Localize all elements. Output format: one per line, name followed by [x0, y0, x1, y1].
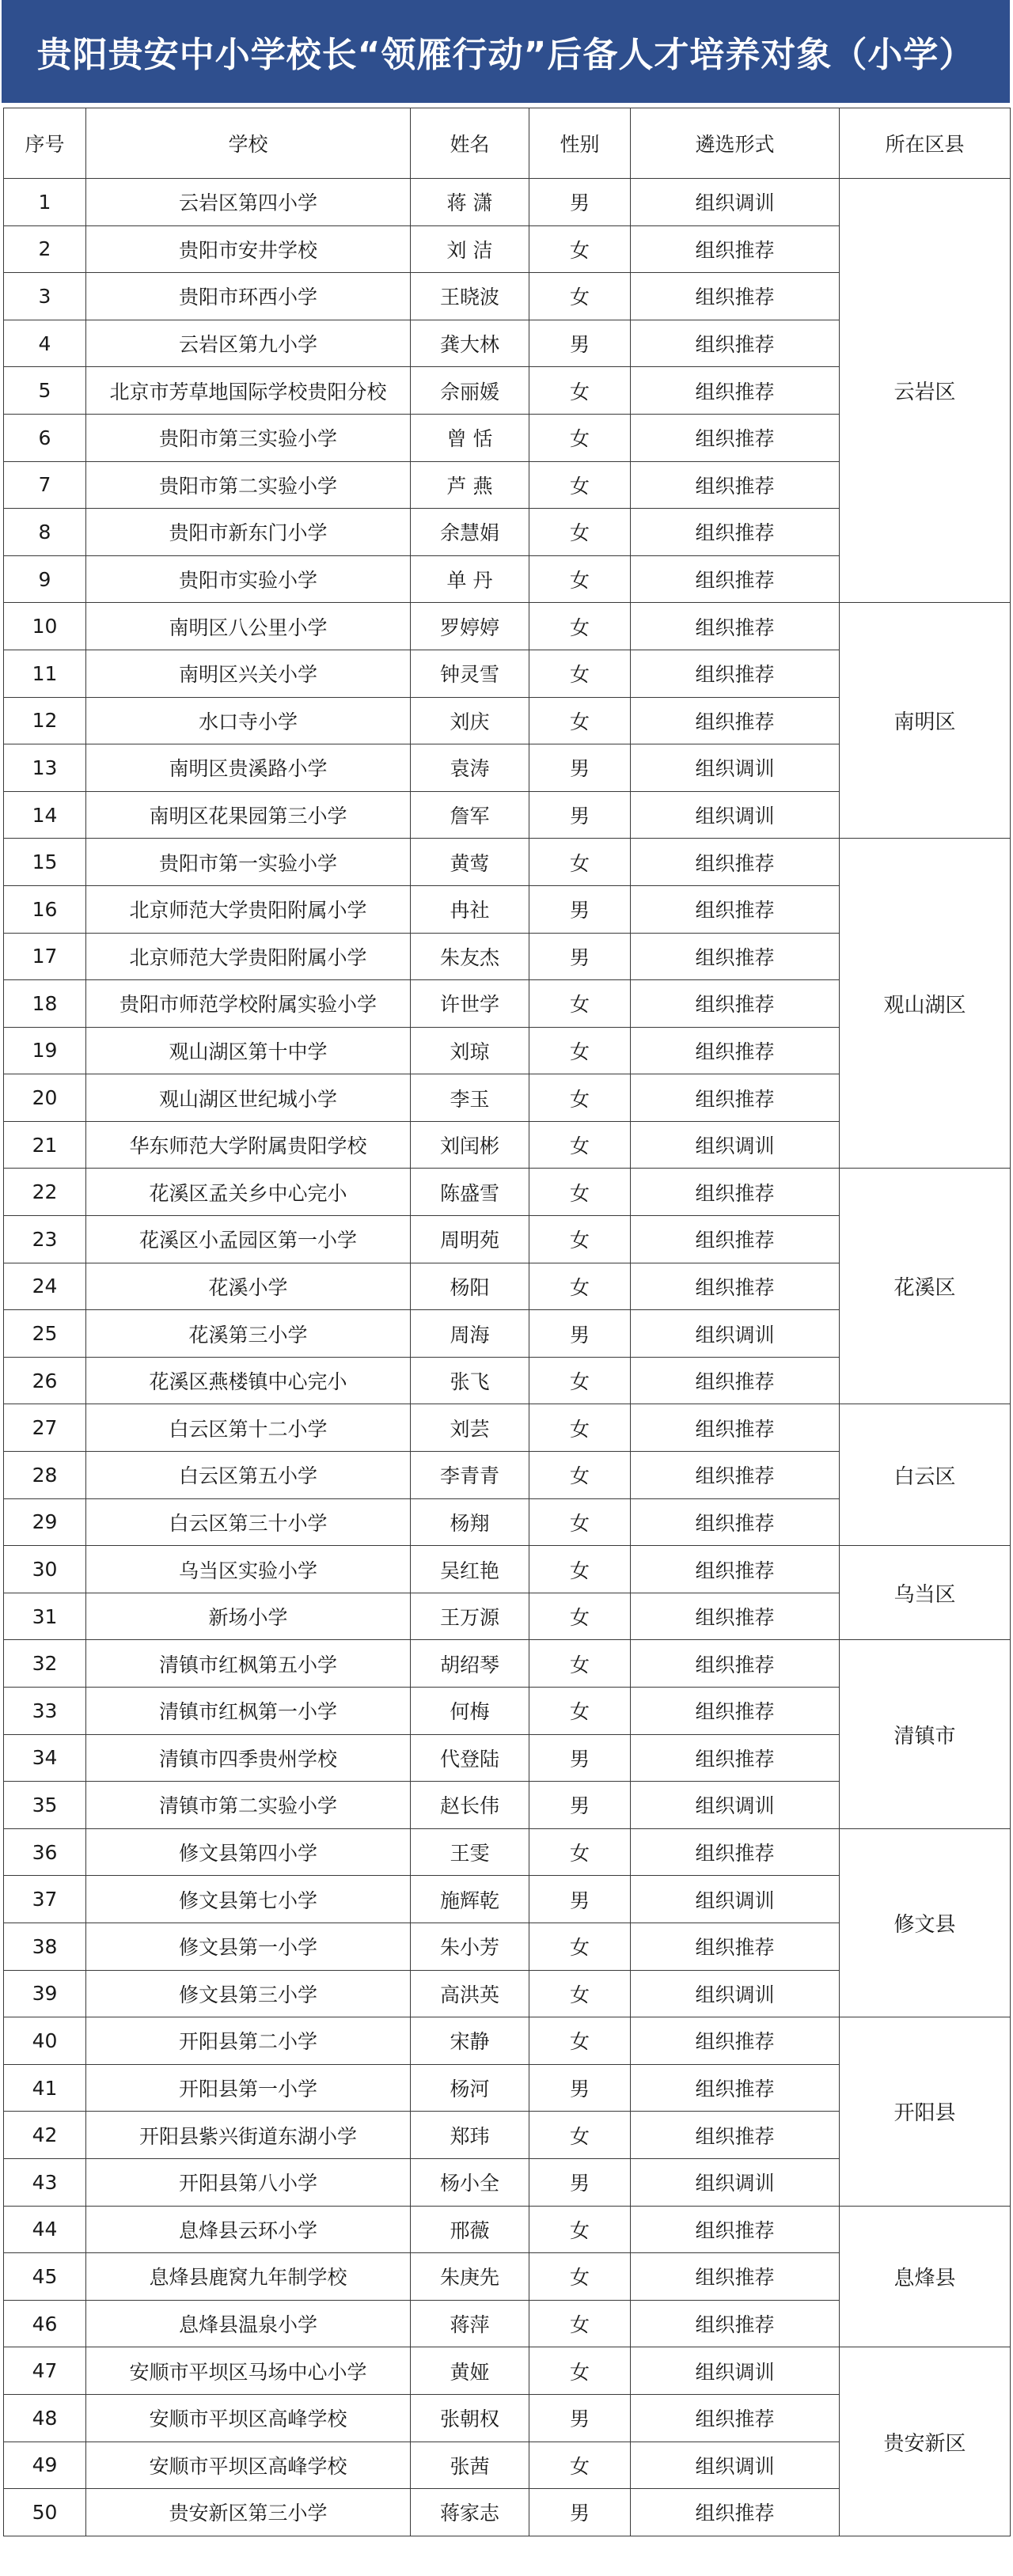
name-cell: 赵长伟	[411, 1782, 529, 1829]
school-cell: 清镇市四季贵州学校	[86, 1734, 411, 1782]
name-cell: 周海	[411, 1310, 529, 1358]
school-cell: 安顺市平坝区马场中心小学	[86, 2347, 411, 2395]
gender-cell: 女	[529, 367, 631, 415]
row-number: 27	[4, 1404, 86, 1452]
gender-cell: 女	[529, 650, 631, 697]
selection-method-cell: 组织推荐	[631, 1074, 840, 1122]
selection-method-cell: 组织调训	[631, 1782, 840, 1829]
gender-cell: 男	[529, 885, 631, 933]
gender-cell: 女	[529, 1498, 631, 1546]
row-number: 9	[4, 555, 86, 603]
table-row	[4, 179, 1011, 226]
name-cell: 李玉	[411, 1074, 529, 1122]
name-cell: 蒋家志	[411, 2489, 529, 2536]
table-row	[4, 2206, 1011, 2253]
table-row	[4, 1640, 1011, 1688]
school-cell: 贵阳市第三实验小学	[86, 414, 411, 461]
school-cell: 云岩区第九小学	[86, 320, 411, 367]
district-cell: 息烽县	[840, 2206, 1011, 2347]
row-number: 15	[4, 839, 86, 886]
district-cell: 云岩区	[840, 179, 1011, 603]
gender-cell: 男	[529, 2064, 631, 2112]
selection-method-cell: 组织推荐	[631, 697, 840, 744]
row-number: 12	[4, 697, 86, 744]
gender-cell: 女	[529, 2347, 631, 2395]
name-cell: 袁涛	[411, 744, 529, 792]
school-cell: 息烽县温泉小学	[86, 2300, 411, 2347]
header-school: 学校	[86, 108, 411, 179]
row-number: 18	[4, 980, 86, 1028]
gender-cell: 女	[529, 414, 631, 461]
selection-method-cell: 组织推荐	[631, 1169, 840, 1216]
name-cell: 李青青	[411, 1452, 529, 1499]
table-row	[4, 2017, 1011, 2065]
school-cell: 花溪区小孟园区第一小学	[86, 1216, 411, 1263]
header-method: 遴选形式	[631, 108, 840, 179]
name-cell: 张茜	[411, 2442, 529, 2489]
name-cell: 佘丽媛	[411, 367, 529, 415]
gender-cell: 女	[529, 2206, 631, 2253]
row-number: 24	[4, 1263, 86, 1310]
selection-method-cell: 组织调训	[631, 1310, 840, 1358]
name-cell: 蒋 潇	[411, 179, 529, 226]
gender-cell: 女	[529, 1828, 631, 1876]
school-cell: 贵阳市环西小学	[86, 273, 411, 320]
name-cell: 杨小全	[411, 2158, 529, 2206]
row-number: 19	[4, 1027, 86, 1074]
row-number: 36	[4, 1828, 86, 1876]
district-cell: 清镇市	[840, 1640, 1011, 1828]
name-cell: 詹军	[411, 791, 529, 839]
gender-cell: 男	[529, 744, 631, 792]
name-cell: 吴红艳	[411, 1546, 529, 1593]
selection-method-cell: 组织推荐	[631, 1923, 840, 1970]
gender-cell: 女	[529, 2442, 631, 2489]
selection-method-cell: 组织推荐	[631, 1640, 840, 1688]
district-cell: 乌当区	[840, 1546, 1011, 1640]
gender-cell: 女	[529, 225, 631, 273]
name-cell: 宋静	[411, 2017, 529, 2065]
row-number: 23	[4, 1216, 86, 1263]
school-cell: 白云区第三十小学	[86, 1498, 411, 1546]
gender-cell: 女	[529, 1452, 631, 1499]
row-number: 21	[4, 1121, 86, 1169]
selection-method-cell: 组织调训	[631, 2347, 840, 2395]
gender-cell: 女	[529, 2253, 631, 2301]
row-number: 7	[4, 461, 86, 509]
name-cell: 许世学	[411, 980, 529, 1028]
selection-method-cell: 组织调训	[631, 791, 840, 839]
name-cell: 杨河	[411, 2064, 529, 2112]
gender-cell: 男	[529, 933, 631, 980]
row-number: 39	[4, 1970, 86, 2017]
header-district: 所在区县	[840, 108, 1011, 179]
row-number: 8	[4, 509, 86, 556]
selection-method-cell: 组织调训	[631, 179, 840, 226]
row-number: 41	[4, 2064, 86, 2112]
gender-cell: 女	[529, 2112, 631, 2159]
district-cell: 贵安新区	[840, 2347, 1011, 2536]
table-row	[4, 1404, 1011, 1452]
table-row	[4, 1546, 1011, 1593]
row-number: 10	[4, 603, 86, 650]
name-cell: 钟灵雪	[411, 650, 529, 697]
selection-method-cell: 组织推荐	[631, 839, 840, 886]
name-cell: 郑玮	[411, 2112, 529, 2159]
gender-cell: 女	[529, 1121, 631, 1169]
school-cell: 观山湖区第十中学	[86, 1027, 411, 1074]
selection-method-cell: 组织调训	[631, 1876, 840, 1923]
name-cell: 曾 恬	[411, 414, 529, 461]
gender-cell: 男	[529, 1876, 631, 1923]
school-cell: 开阳县第八小学	[86, 2158, 411, 2206]
school-cell: 安顺市平坝区高峰学校	[86, 2442, 411, 2489]
name-cell: 张飞	[411, 1357, 529, 1404]
selection-method-cell: 组织推荐	[631, 1027, 840, 1074]
gender-cell: 男	[529, 2394, 631, 2442]
gender-cell: 女	[529, 1688, 631, 1735]
school-cell: 水口寺小学	[86, 697, 411, 744]
school-cell: 贵阳市安井学校	[86, 225, 411, 273]
row-number: 20	[4, 1074, 86, 1122]
row-number: 48	[4, 2394, 86, 2442]
name-cell: 杨阳	[411, 1263, 529, 1310]
row-number: 46	[4, 2300, 86, 2347]
gender-cell: 女	[529, 1357, 631, 1404]
selection-method-cell: 组织推荐	[631, 2489, 840, 2536]
header-name: 姓名	[411, 108, 529, 179]
row-number: 40	[4, 2017, 86, 2065]
gender-cell: 男	[529, 1734, 631, 1782]
district-cell: 花溪区	[840, 1169, 1011, 1404]
selection-method-cell: 组织调训	[631, 1970, 840, 2017]
selection-method-cell: 组织推荐	[631, 1263, 840, 1310]
name-cell: 蒋萍	[411, 2300, 529, 2347]
gender-cell: 女	[529, 839, 631, 886]
selection-method-cell: 组织推荐	[631, 1734, 840, 1782]
name-cell: 周明苑	[411, 1216, 529, 1263]
row-number: 47	[4, 2347, 86, 2395]
school-cell: 贵阳市第二实验小学	[86, 461, 411, 509]
school-cell: 南明区兴关小学	[86, 650, 411, 697]
table-row	[4, 2347, 1011, 2395]
row-number: 30	[4, 1546, 86, 1593]
gender-cell: 女	[529, 1169, 631, 1216]
row-number: 50	[4, 2489, 86, 2536]
school-cell: 修文县第七小学	[86, 1876, 411, 1923]
gender-cell: 女	[529, 273, 631, 320]
name-cell: 王雯	[411, 1828, 529, 1876]
gender-cell: 女	[529, 697, 631, 744]
name-cell: 王万源	[411, 1593, 529, 1640]
selection-method-cell: 组织推荐	[631, 1452, 840, 1499]
school-cell: 息烽县鹿窝九年制学校	[86, 2253, 411, 2301]
name-cell: 高洪英	[411, 1970, 529, 2017]
school-cell: 花溪区燕楼镇中心完小	[86, 1357, 411, 1404]
selection-method-cell: 组织推荐	[631, 1688, 840, 1735]
selection-method-cell: 组织推荐	[631, 1404, 840, 1452]
selection-method-cell: 组织推荐	[631, 555, 840, 603]
row-number: 32	[4, 1640, 86, 1688]
selection-method-cell: 组织推荐	[631, 1828, 840, 1876]
gender-cell: 女	[529, 1404, 631, 1452]
row-number: 25	[4, 1310, 86, 1358]
table-header-row	[4, 108, 1011, 179]
name-cell: 代登陆	[411, 1734, 529, 1782]
name-cell: 朱友杰	[411, 933, 529, 980]
row-number: 34	[4, 1734, 86, 1782]
selection-method-cell: 组织推荐	[631, 1546, 840, 1593]
gender-cell: 女	[529, 509, 631, 556]
name-cell: 冉社	[411, 885, 529, 933]
selection-method-cell: 组织推荐	[631, 367, 840, 415]
gender-cell: 女	[529, 1263, 631, 1310]
school-cell: 白云区第十二小学	[86, 1404, 411, 1452]
school-cell: 贵阳市实验小学	[86, 555, 411, 603]
name-cell: 刘 洁	[411, 225, 529, 273]
gender-cell: 女	[529, 1593, 631, 1640]
name-cell: 王晓波	[411, 273, 529, 320]
row-number: 16	[4, 885, 86, 933]
school-cell: 北京师范大学贵阳附属小学	[86, 885, 411, 933]
row-number: 3	[4, 273, 86, 320]
row-number: 6	[4, 414, 86, 461]
school-cell: 贵阳市师范学校附属实验小学	[86, 980, 411, 1028]
selection-method-cell: 组织推荐	[631, 2064, 840, 2112]
school-cell: 南明区八公里小学	[86, 603, 411, 650]
gender-cell: 女	[529, 1074, 631, 1122]
row-number: 37	[4, 1876, 86, 1923]
gender-cell: 女	[529, 2300, 631, 2347]
name-cell: 刘琼	[411, 1027, 529, 1074]
selection-method-cell: 组织推荐	[631, 885, 840, 933]
name-cell: 黄娅	[411, 2347, 529, 2395]
name-cell: 余慧娟	[411, 509, 529, 556]
row-number: 38	[4, 1923, 86, 1970]
gender-cell: 男	[529, 1782, 631, 1829]
school-cell: 安顺市平坝区高峰学校	[86, 2394, 411, 2442]
school-cell: 息烽县云环小学	[86, 2206, 411, 2253]
school-cell: 修文县第三小学	[86, 1970, 411, 2017]
gender-cell: 女	[529, 1923, 631, 1970]
district-cell: 南明区	[840, 603, 1011, 839]
gender-cell: 女	[529, 1546, 631, 1593]
selection-method-cell: 组织推荐	[631, 1357, 840, 1404]
header-gender: 性别	[529, 108, 631, 179]
school-cell: 贵安新区第三小学	[86, 2489, 411, 2536]
school-cell: 乌当区实验小学	[86, 1546, 411, 1593]
name-cell: 胡绍琴	[411, 1640, 529, 1688]
selection-method-cell: 组织推荐	[631, 320, 840, 367]
name-cell: 龚大林	[411, 320, 529, 367]
gender-cell: 女	[529, 461, 631, 509]
table-row	[4, 1828, 1011, 1876]
gender-cell: 女	[529, 1640, 631, 1688]
school-cell: 华东师范大学附属贵阳学校	[86, 1121, 411, 1169]
name-cell: 刘芸	[411, 1404, 529, 1452]
name-cell: 刘庆	[411, 697, 529, 744]
name-cell: 黄莺	[411, 839, 529, 886]
school-cell: 新场小学	[86, 1593, 411, 1640]
name-cell: 施辉乾	[411, 1876, 529, 1923]
school-cell: 开阳县第一小学	[86, 2064, 411, 2112]
table-row	[4, 839, 1011, 886]
name-cell: 何梅	[411, 1688, 529, 1735]
selection-method-cell: 组织推荐	[631, 1593, 840, 1640]
school-cell: 贵阳市新东门小学	[86, 509, 411, 556]
row-number: 14	[4, 791, 86, 839]
row-number: 31	[4, 1593, 86, 1640]
selection-method-cell: 组织推荐	[631, 2017, 840, 2065]
row-number: 4	[4, 320, 86, 367]
gender-cell: 女	[529, 980, 631, 1028]
selection-method-cell: 组织推荐	[631, 1498, 840, 1546]
gender-cell: 男	[529, 1310, 631, 1358]
selection-method-cell: 组织推荐	[631, 650, 840, 697]
selection-method-cell: 组织推荐	[631, 2112, 840, 2159]
school-cell: 开阳县紫兴街道东湖小学	[86, 2112, 411, 2159]
district-cell: 观山湖区	[840, 839, 1011, 1169]
gender-cell: 女	[529, 1027, 631, 1074]
row-number: 35	[4, 1782, 86, 1829]
school-cell: 云岩区第四小学	[86, 179, 411, 226]
name-cell: 芦 燕	[411, 461, 529, 509]
row-number: 1	[4, 179, 86, 226]
school-cell: 花溪第三小学	[86, 1310, 411, 1358]
row-number: 43	[4, 2158, 86, 2206]
school-cell: 清镇市红枫第一小学	[86, 1688, 411, 1735]
header-no: 序号	[4, 108, 86, 179]
row-number: 26	[4, 1357, 86, 1404]
selection-method-cell: 组织推荐	[631, 509, 840, 556]
gender-cell: 女	[529, 1970, 631, 2017]
school-cell: 南明区花果园第三小学	[86, 791, 411, 839]
table-row	[4, 603, 1011, 650]
school-cell: 贵阳市第一实验小学	[86, 839, 411, 886]
gender-cell: 男	[529, 179, 631, 226]
school-cell: 清镇市红枫第五小学	[86, 1640, 411, 1688]
school-cell: 南明区贵溪路小学	[86, 744, 411, 792]
name-cell: 杨翔	[411, 1498, 529, 1546]
row-number: 33	[4, 1688, 86, 1735]
school-cell: 花溪区孟关乡中心完小	[86, 1169, 411, 1216]
school-cell: 清镇市第二实验小学	[86, 1782, 411, 1829]
name-cell: 单 丹	[411, 555, 529, 603]
district-cell: 开阳县	[840, 2017, 1011, 2206]
selection-method-cell: 组织推荐	[631, 603, 840, 650]
row-number: 45	[4, 2253, 86, 2301]
school-cell: 修文县第一小学	[86, 1923, 411, 1970]
school-cell: 白云区第五小学	[86, 1452, 411, 1499]
gender-cell: 男	[529, 791, 631, 839]
selection-method-cell: 组织推荐	[631, 2253, 840, 2301]
selection-method-cell: 组织推荐	[631, 1216, 840, 1263]
name-cell: 邢薇	[411, 2206, 529, 2253]
row-number: 28	[4, 1452, 86, 1499]
district-cell: 修文县	[840, 1828, 1011, 2017]
selection-method-cell: 组织推荐	[631, 225, 840, 273]
selection-method-cell: 组织推荐	[631, 461, 840, 509]
page-title: 贵阳贵安中小学校长“领雁行动”后备人才培养对象（小学）	[2, 0, 1010, 103]
school-cell: 花溪小学	[86, 1263, 411, 1310]
selection-method-cell: 组织推荐	[631, 2300, 840, 2347]
selection-method-cell: 组织推荐	[631, 2206, 840, 2253]
gender-cell: 女	[529, 603, 631, 650]
row-number: 5	[4, 367, 86, 415]
selection-method-cell: 组织推荐	[631, 980, 840, 1028]
school-cell: 修文县第四小学	[86, 1828, 411, 1876]
row-number: 13	[4, 744, 86, 792]
row-number: 17	[4, 933, 86, 980]
name-cell: 陈盛雪	[411, 1169, 529, 1216]
table-row	[4, 1169, 1011, 1216]
selection-method-cell: 组织调训	[631, 1121, 840, 1169]
row-number: 42	[4, 2112, 86, 2159]
selection-method-cell: 组织调训	[631, 2158, 840, 2206]
selection-method-cell: 组织推荐	[631, 414, 840, 461]
row-number: 2	[4, 225, 86, 273]
row-number: 11	[4, 650, 86, 697]
school-cell: 北京师范大学贵阳附属小学	[86, 933, 411, 980]
name-cell: 张朝权	[411, 2394, 529, 2442]
gender-cell: 男	[529, 2489, 631, 2536]
selection-method-cell: 组织调训	[631, 2442, 840, 2489]
selection-method-cell: 组织调训	[631, 744, 840, 792]
row-number: 22	[4, 1169, 86, 1216]
name-cell: 罗婷婷	[411, 603, 529, 650]
gender-cell: 男	[529, 320, 631, 367]
selection-method-cell: 组织推荐	[631, 273, 840, 320]
gender-cell: 女	[529, 2017, 631, 2065]
name-cell: 朱小芳	[411, 1923, 529, 1970]
row-number: 49	[4, 2442, 86, 2489]
gender-cell: 女	[529, 555, 631, 603]
table-body	[4, 179, 1011, 2536]
name-cell: 刘闰彬	[411, 1121, 529, 1169]
school-cell: 北京市芳草地国际学校贵阳分校	[86, 367, 411, 415]
row-number: 29	[4, 1498, 86, 1546]
selection-method-cell: 组织推荐	[631, 2394, 840, 2442]
school-cell: 观山湖区世纪城小学	[86, 1074, 411, 1122]
school-cell: 开阳县第二小学	[86, 2017, 411, 2065]
selection-method-cell: 组织推荐	[631, 933, 840, 980]
name-cell: 朱庚先	[411, 2253, 529, 2301]
gender-cell: 男	[529, 2158, 631, 2206]
row-number: 44	[4, 2206, 86, 2253]
gender-cell: 女	[529, 1216, 631, 1263]
candidate-table	[3, 108, 1011, 2536]
district-cell: 白云区	[840, 1404, 1011, 1546]
